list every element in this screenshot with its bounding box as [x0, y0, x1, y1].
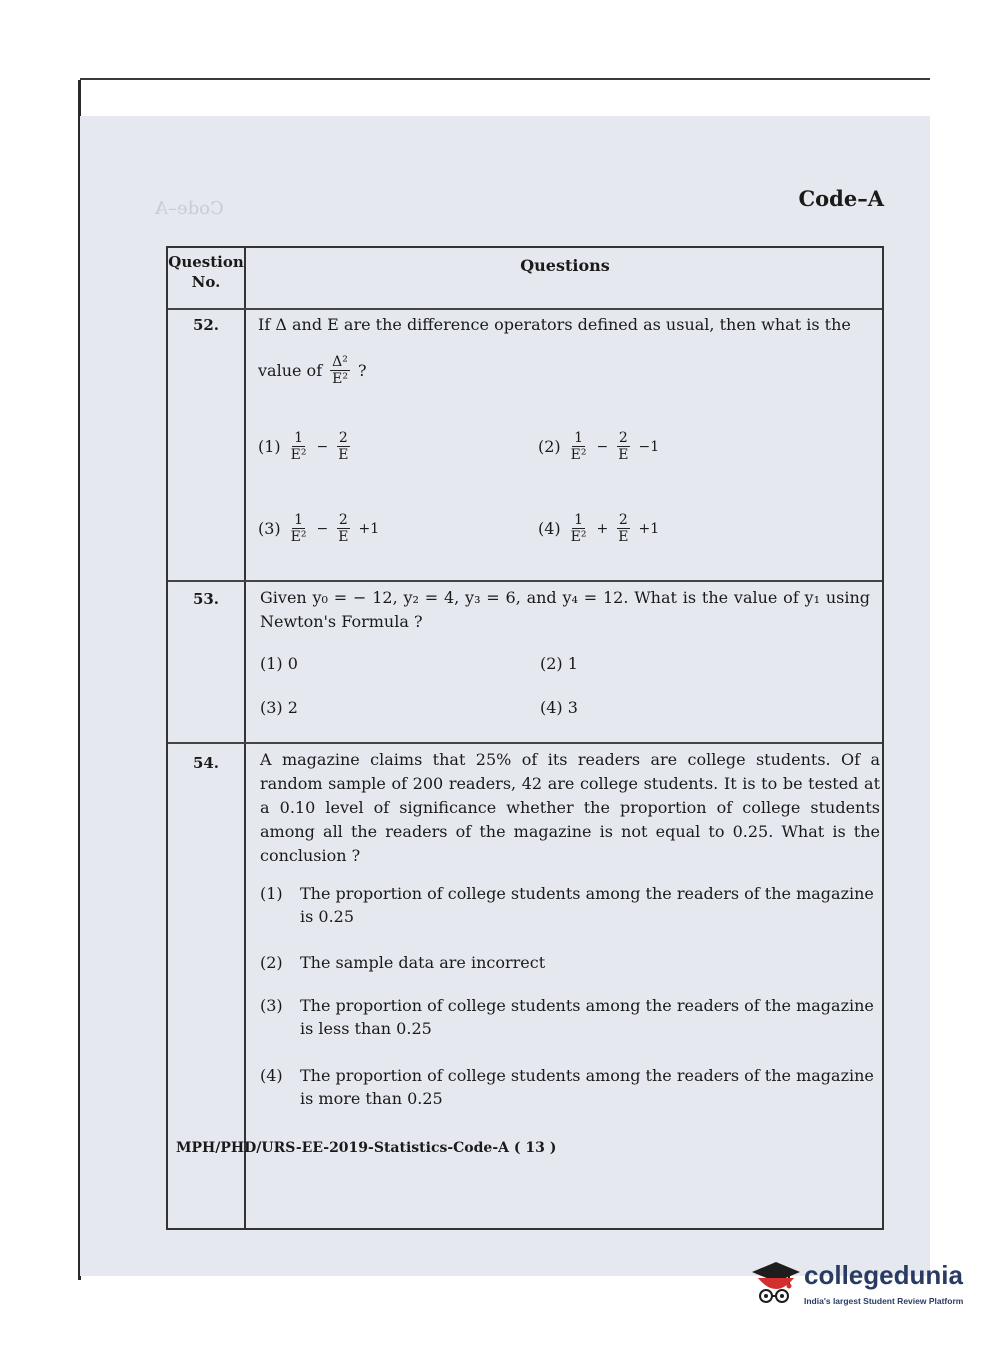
option-label: (3) — [260, 996, 283, 1015]
mascot-icon — [746, 1260, 802, 1308]
brand-tagline: India's largest Student Review Platform — [804, 1296, 964, 1306]
fraction: $\frac{1}{\text{E²}}$ — [570, 430, 587, 463]
option-text: The sample data are incorrect — [300, 953, 546, 972]
q52-divider — [168, 580, 882, 582]
header-divider — [168, 308, 882, 310]
option-label: (1) — [260, 884, 283, 903]
operator: + — [596, 520, 609, 537]
option-label: (3) — [258, 519, 281, 538]
operator: −1 — [638, 438, 660, 455]
option-label: (2) — [538, 437, 561, 456]
operator: +1 — [358, 520, 380, 537]
value-of-label: value of — [258, 361, 323, 380]
fraction: $\frac{2}{E}$ — [618, 430, 629, 463]
header-question-no: Question No. — [168, 253, 244, 291]
fraction: $\frac{2}{E}$ — [338, 430, 349, 463]
fraction: $\frac{1}{\text{E²}}$ — [290, 430, 307, 463]
q52-value-of — [258, 354, 367, 387]
q54-option-4 — [260, 1064, 880, 1110]
q53-option-3: (3) 2 — [260, 698, 298, 717]
fraction: $\frac{1}{\text{E²}}$ — [290, 512, 307, 545]
option-label: (2) — [260, 953, 283, 972]
q53-number: 53. — [192, 590, 220, 608]
fraction: $\frac{2}{E}$ — [618, 512, 629, 545]
option-text: The proportion of college students among the readers of the magazine is 0.25 — [300, 884, 874, 926]
main-numerator: Δ² — [332, 354, 348, 370]
q52-number: 52. — [192, 316, 220, 334]
header-questions: Questions — [520, 256, 610, 275]
page-footer: MPH/PHD/URS-EE-2019-Statistics-Code-A ( 13 ) — [176, 1140, 557, 1156]
operator: − — [596, 438, 609, 455]
option-text: The proportion of college students among the readers of the magazine is less than 0.25 — [300, 996, 874, 1038]
q53-option-4: (4) 3 — [540, 698, 578, 717]
column-divider — [244, 248, 246, 1228]
operator: +1 — [638, 520, 660, 537]
option-label: (1) — [258, 437, 281, 456]
fraction: $\frac{1}{\text{E²}}$ — [570, 512, 587, 545]
q53-divider — [168, 742, 882, 744]
option-label: (4) — [538, 519, 561, 538]
q52-option-3 — [258, 512, 379, 545]
q52-option-1 — [258, 430, 352, 463]
q53-option-2: (2) 1 — [540, 654, 578, 673]
q53-text: Given y₀ = − 12, y₂ = 4, y₃ = 6, and y₄ = 12. What is the value of y₁ using Newton's Formula ? — [260, 588, 870, 631]
question-mark: ? — [357, 361, 367, 380]
main-denominator: E² — [332, 371, 348, 387]
q52-option-4 — [538, 512, 659, 545]
q54-text: A magazine claims that 25% of its readers are college students. Of a random sample of 200 readers, 42 are college students. It is to be tested at a 0.10 level of significance whether the proportion of college students among all the readers of the magazine is not equal to 0.25. What is the conclusion ? — [260, 750, 880, 865]
q54-number: 54. — [192, 754, 220, 772]
q53-option-1: (1) 0 — [260, 654, 298, 673]
collegedunia-logo — [746, 1254, 976, 1314]
scan-edge-top — [80, 78, 930, 80]
question-table — [166, 246, 884, 1230]
q54-option-2 — [260, 951, 880, 974]
brand-name: collegedunia — [804, 1260, 963, 1290]
option-label: (4) — [260, 1066, 283, 1085]
option-text: The proportion of college students among the readers of the magazine is more than 0.25 — [300, 1066, 874, 1108]
fraction: $\frac{2}{E}$ — [338, 512, 349, 545]
exam-page — [80, 116, 930, 1276]
q52-main-fraction — [330, 354, 350, 387]
operator: − — [316, 520, 329, 537]
q52-text: If Δ and E are the difference operators defined as usual, then what is the — [258, 315, 851, 334]
q52-option-2 — [538, 430, 659, 463]
code-label: Code–A — [798, 186, 884, 211]
show-through-code: Code–A — [155, 198, 224, 219]
q54-option-1 — [260, 882, 880, 928]
q54-option-3 — [260, 994, 880, 1040]
operator: − — [316, 438, 329, 455]
